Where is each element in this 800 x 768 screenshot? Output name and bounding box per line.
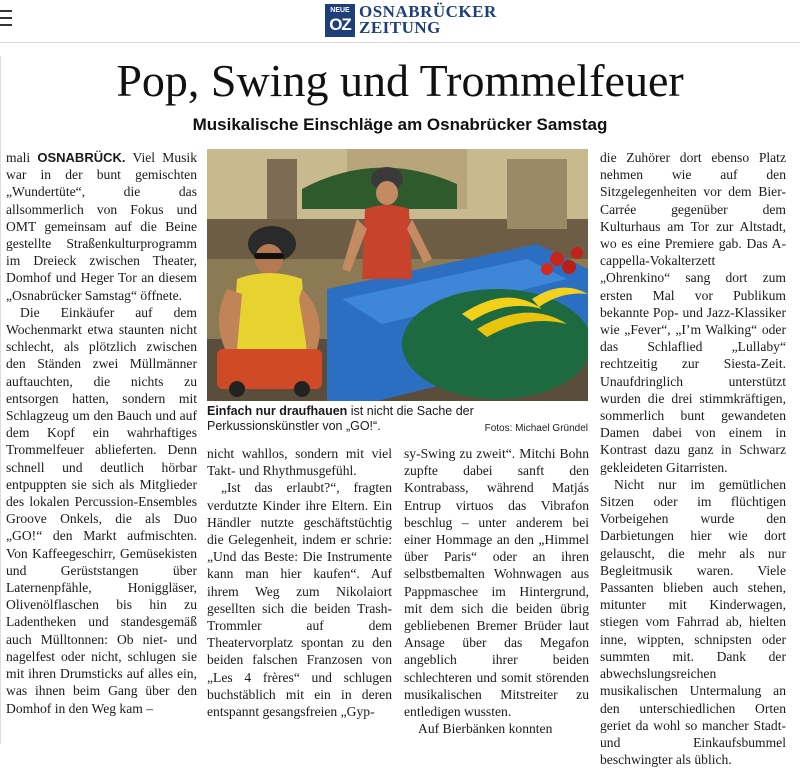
column-3-paragraph-1: sy-Swing zu zweit“. Mitchi Bohn zupfte dabei sanft den Kontrabass, während Matjás Entrup virtuos das Vibrafon beschlug – unter anderem bei einer Hommage an den „Himmel über Paris“ oder an ihren selbstbemalten Wohnwagen aus Pappmaschee im Hintergrund, mit dem sich die beiden übrig gebliebenen Bremer Brüder laut Ansage über das Megafon angeblich ihrer beiden schlechteren und somit störenden musikalischen Mitstreiter zu entledigen wussten. xyxy=(404,446,589,720)
article-headline: Pop, Swing und Trommelfeuer xyxy=(116,55,684,106)
article-column-3 xyxy=(404,445,589,737)
photo-caption-text: ist nicht die Sache der Perkussionskünstler von „GO!“. xyxy=(207,404,474,433)
column-4-paragraph-2: Nicht nur im gemütlichen Sitzen oder im flüchtigen Vorbeigehen wurde den Darbietungen hier wie dort gelauscht, die mehr als nur Begleitmusik waren. Viele Passanten blieben auch stehen, mitunter mit Kinderwagen, stiegen vom Fahrrad ab, hielten inne, wippten, schnipsten oder summten mit. Dank der abwechslungsreichen musikalischen Untermalung an den unterschiedlichen Orten geriet da wohl so mancher Stadt- und Einkaufsbummel beschwingter als üblich. xyxy=(600,476,786,768)
photo-illustration xyxy=(207,149,588,401)
column-2-paragraph-1: nicht wahllos, sondern mit viel Takt- und Rhythmusgefühl. xyxy=(207,446,392,479)
logo-mark xyxy=(325,4,355,37)
article-column-4 xyxy=(600,149,786,768)
article-subheadline: Musikalische Einschläge am Osnabrücker Samstag xyxy=(192,115,608,134)
logo-mark-text: OZ xyxy=(329,15,351,34)
publication-name-line2: ZEITUNG xyxy=(359,18,441,37)
publication-name xyxy=(359,4,497,36)
article-column-2 xyxy=(207,445,392,720)
menu-icon[interactable] xyxy=(0,10,12,30)
publication-name-line1: OSNABRÜCKER xyxy=(359,2,497,21)
dateline-prefix: mali xyxy=(6,150,31,165)
dateline-city: OSNABRÜCK. xyxy=(37,150,126,165)
article-column-1 xyxy=(6,149,197,717)
column-4-paragraph-1: die Zuhörer dort ebenso Platz nehmen wie auf den Sitzgelegenheiten vor dem Bier-Carrée gegenüber dem Kulturhaus am Tor zur Altstadt, wo es eine Premiere gab. Das A-cappella-Vokalterzett „Ohrenkino“ sang dort zum ersten Mal vor Publikum bekannte Pop- und Jazz-Klassiker wie „Fever“, „I’m Walking“ oder das Schlaflied „Lullaby“ rechtzeitig zur Siesta-Zeit. Unaufdringlich unterstützt wurden die drei stimmkräftigen, sommerlich bunt gewandeten Damen dabei von einem in Kontrast dazu ganz in Schwarz gekleideten Gitarristen. xyxy=(600,150,786,475)
photo-caption-bold: Einfach nur draufhauen xyxy=(207,404,348,418)
column-3-paragraph-2: Auf Bierbänken konnten xyxy=(418,721,553,737)
page-edge-rule xyxy=(0,56,1,744)
column-2-paragraph-2: „Ist das erlaubt?“, fragten verdutzte Kinder ihre Eltern. Ein Händler nutzte geschäftstüchtig die Gelegenheit, indem er schrie: „Und das Beste: Die Instrumente kann man hier kaufen“. Auf ihrem Weg zum Nikolaiort gesellten sich die beiden Trash-Trommler auf dem Theatervorplatz spontan zu den beiden falschen Franzosen von „Les 4 frères“ und schlugen buchstäblich mit ein in deren entspannt gesangsfreien „Gyp- xyxy=(207,480,392,720)
app-header xyxy=(0,0,800,43)
logo-small-text: NEUE xyxy=(330,7,350,14)
column-1-paragraph-2: Die Einkäufer auf dem Wochenmarkt etwa staunten nicht schlecht, als plötzlich zwischen den Ständen zwei Müllmänner auftauchten, die nichts zu entsorgen hatten, sondern mit Schlagzeug um den Bauch und auf dem Kopf ein wahrhaftiges Trommelfeuer ablieferten. Denn schnell und deutlich hörbar entpuppten sie sich als Mitglieder des lokalen Percussion-Ensembles Groove Onkels, die als Duo „GO!“ den Markt aufmischten. Von Kaffeegeschirr, Gemüsekisten und Gerüststangen über Laternenpfähle, Honiggläser, Olivenölflaschen bis hin zu Ladentheken und standesgemäß auch Mülltonnen: Ob niet- und nagelfest oder nicht, schlugen sie mit ihren Drumsticks auf alles ein, was ihnen beim Gang über den Domhof in den Weg kam – xyxy=(6,304,197,716)
photo-credit: Fotos: Michael Gründel xyxy=(484,423,588,434)
article-photo[interactable] xyxy=(207,149,588,401)
column-1-paragraph-1 xyxy=(6,149,197,304)
column-1-text-1: Viel Musik war in der bunt gemischten „Wundertüte“, die das allsommerlich von Fokus und OMT gemeinsam auf die Beine gestellte Straßenkulturprogramm im Dreieck zwischen Theater, Domhof und Heger Tor an diesem „Osnabrücker Samstag“ öffnete. xyxy=(6,150,198,303)
